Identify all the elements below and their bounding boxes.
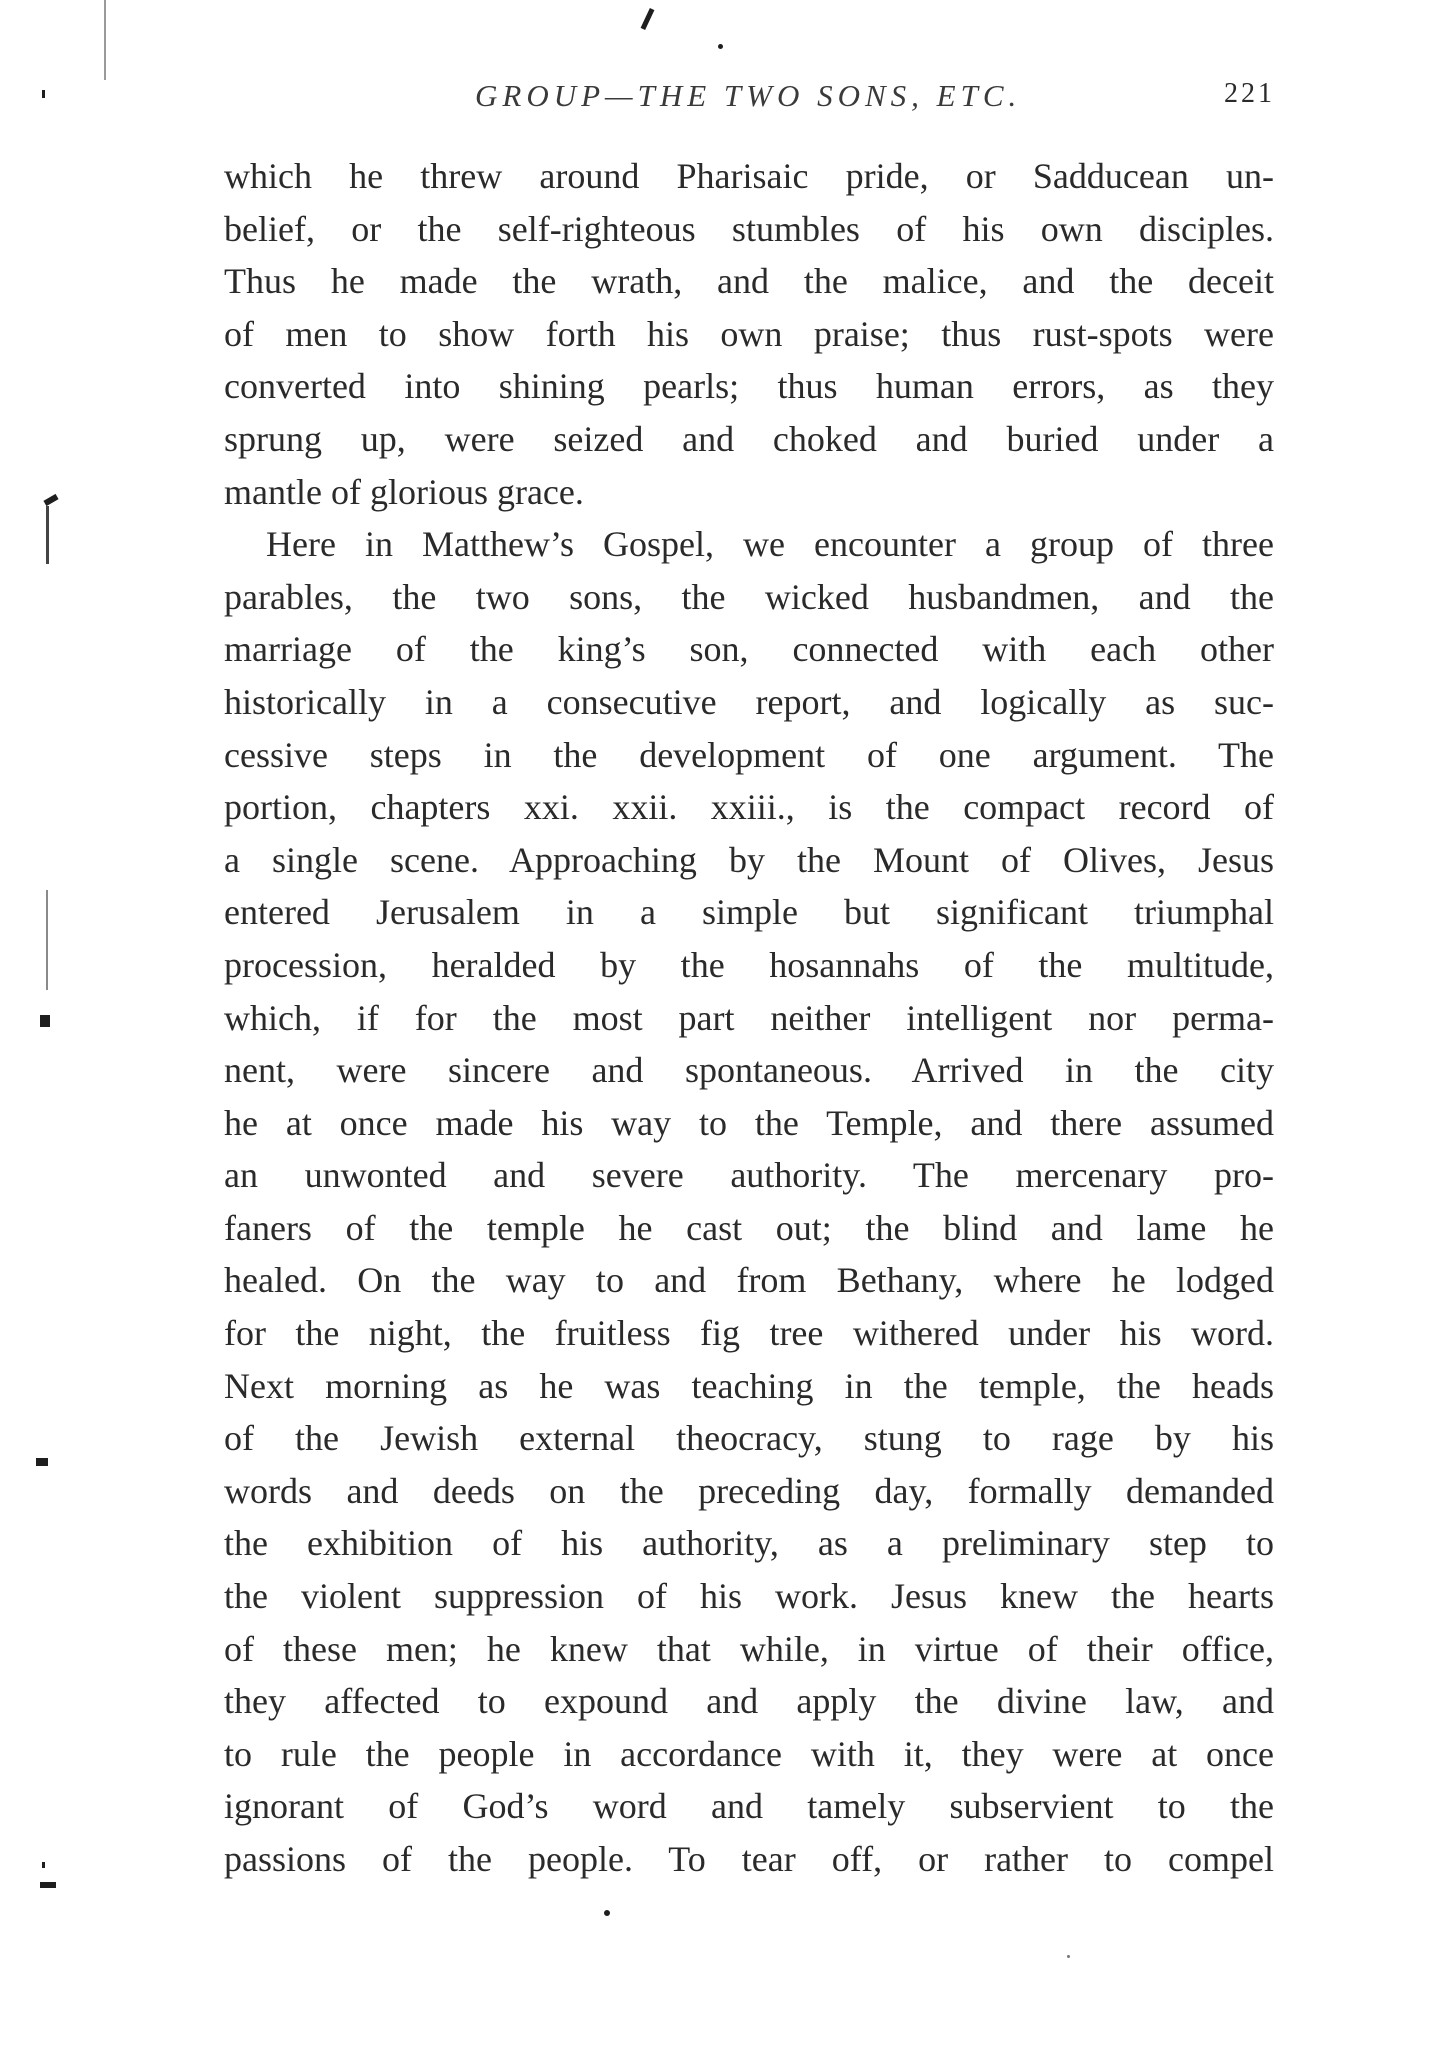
- page-number: 221: [1224, 78, 1275, 109]
- text-line: to rule the people in accordance with it, they were at once: [224, 1733, 1274, 1774]
- page-header: [225, 78, 1275, 128]
- scan-edge-mark: [46, 506, 49, 564]
- text-line: the violent suppression of his work. Jesus knew the hearts: [224, 1576, 1274, 1617]
- text-line: of the Jewish external theocracy, stung to rage by his: [224, 1418, 1274, 1459]
- text-line: procession, heralded by the hosannahs of the multitude,: [224, 944, 1274, 985]
- text-line: belief, or the self-righteous stumbles of his own disciples.: [224, 208, 1274, 249]
- text-line: converted into shining pearls; thus human errors, as they: [224, 366, 1274, 407]
- text-line: sprung up, were seized and choked and buried under a: [224, 418, 1274, 459]
- text-line: Next morning as he was teaching in the temple, the heads: [224, 1365, 1274, 1406]
- text-line: Here in Matthew’s Gospel, we encounter a group of three: [266, 524, 1274, 565]
- scan-speck: [42, 90, 45, 98]
- text-line: of men to show forth his own praise; thus rust-spots were: [224, 313, 1274, 354]
- scan-speck: [36, 1458, 48, 1466]
- scan-speck: [42, 1862, 45, 1868]
- text-line: words and deeds on the preceding day, formally demanded: [224, 1470, 1274, 1511]
- running-head: GROUP—THE TWO SONS, ETC.: [475, 78, 1022, 113]
- text-line: for the night, the fruitless fig tree withered under his word.: [224, 1313, 1274, 1354]
- text-line: mantle of glorious grace.: [224, 471, 584, 512]
- text-line: which, if for the most part neither intelligent nor perma-: [224, 997, 1274, 1038]
- text-line: which he threw around Pharisaic pride, or Sadducean un-: [224, 156, 1274, 196]
- text-line: he at once made his way to the Temple, and there assumed: [224, 1102, 1274, 1143]
- text-line: cessive steps in the development of one argument. The: [224, 734, 1274, 775]
- text-line: portion, chapters xxi. xxii. xxiii., is the compact record of: [224, 787, 1274, 828]
- text-line: passions of the people. To tear off, or rather to compel: [224, 1839, 1274, 1879]
- scan-speck: [40, 1882, 56, 1888]
- text-line: an unwonted and severe authority. The mercenary pro-: [224, 1155, 1274, 1196]
- scan-speck: [718, 44, 723, 49]
- scan-speck: [604, 1910, 610, 1916]
- text-line: historically in a consecutive report, and logically as suc-: [224, 681, 1274, 722]
- text-line: parables, the two sons, the wicked husbandmen, and the: [224, 576, 1274, 617]
- scan-speck: [1067, 1955, 1070, 1958]
- scan-speck: [40, 1015, 50, 1027]
- text-line: healed. On the way to and from Bethany, where he lodged: [224, 1260, 1274, 1301]
- text-line: a single scene. Approaching by the Mount of Olives, Jesus: [224, 839, 1274, 880]
- scan-edge-mark: [46, 890, 48, 990]
- text-line: of these men; he knew that while, in virtue of their office,: [224, 1628, 1274, 1669]
- text-line: marriage of the king’s son, connected with each other: [224, 629, 1274, 670]
- text-line: faners of the temple he cast out; the blind and lame he: [224, 1207, 1274, 1248]
- text-line: they affected to expound and apply the divine law, and: [224, 1681, 1274, 1722]
- text-line: the exhibition of his authority, as a preliminary step to: [224, 1523, 1274, 1564]
- body-text: [224, 150, 1274, 1886]
- text-line: ignorant of God’s word and tamely subservient to the: [224, 1786, 1274, 1827]
- scan-speck: [641, 8, 655, 30]
- text-line: Thus he made the wrath, and the malice, and the deceit: [224, 261, 1274, 302]
- text-line: nent, were sincere and spontaneous. Arrived in the city: [224, 1050, 1274, 1091]
- scan-speck: [43, 494, 58, 506]
- scan-edge-mark: [104, 0, 106, 80]
- text-line: entered Jerusalem in a simple but significant triumphal: [224, 892, 1274, 933]
